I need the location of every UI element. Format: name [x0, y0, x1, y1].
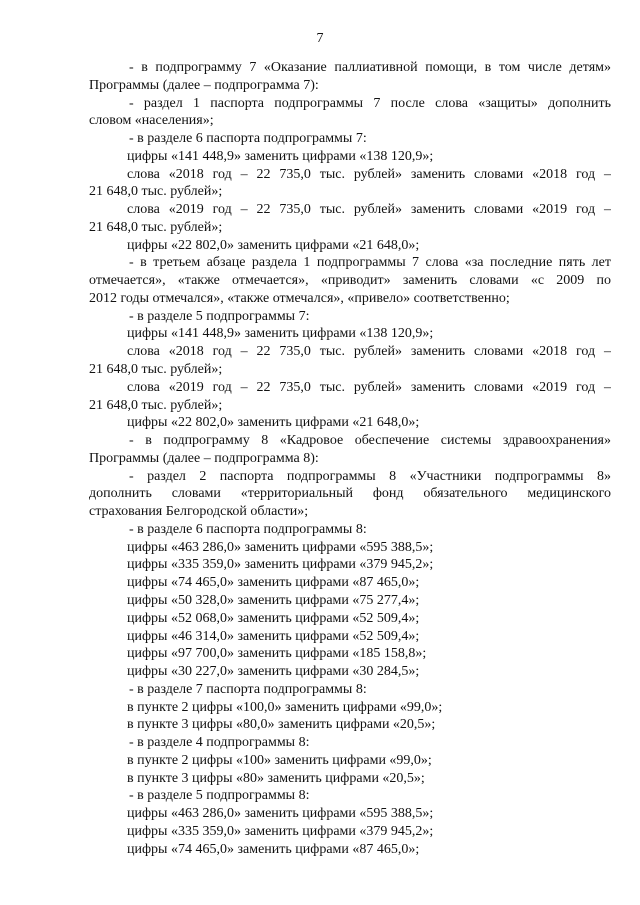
text-line: в пункте 3 цифры «80» заменить цифрами «20,5»;: [127, 770, 425, 786]
text-line: цифры «74 465,0» заменить цифрами «87 465,0»;: [127, 575, 420, 591]
text-line: Программы (далее – подпрограмма 7):: [89, 77, 319, 93]
text-line: цифры «74 465,0» заменить цифрами «87 465,0»;: [127, 841, 420, 857]
text-line: цифры «463 286,0» заменить цифрами «595 388,5»;: [127, 539, 434, 555]
text-line: цифры «22 802,0» заменить цифрами «21 648,0»;: [127, 237, 420, 253]
text-line: отмечается», «также отмечается», «приводит» заменить словами «с 2009 по: [89, 273, 611, 289]
text-line: - раздел 2 паспорта подпрограммы 8 «Участники подпрограммы 8»: [129, 468, 611, 484]
text-line: 2012 годы отмечался», «также отмечался», «привело» соответственно;: [89, 290, 510, 306]
text-line: цифры «97 700,0» заменить цифрами «185 158,8»;: [127, 646, 427, 662]
text-line: слова «2018 год – 22 735,0 тыс. рублей» заменить словами «2018 год –: [127, 166, 611, 182]
text-line: цифры «141 448,9» заменить цифрами «138 120,9»;: [127, 148, 434, 164]
text-line: - в подпрограмму 7 «Оказание паллиативной помощи, в том числе детям»: [129, 60, 611, 75]
text-line: слова «2019 год – 22 735,0 тыс. рублей» заменить словами «2019 год –: [127, 379, 611, 395]
text-line: - в разделе 5 подпрограммы 8:: [129, 788, 310, 804]
text-line: - в разделе 6 паспорта подпрограммы 7:: [129, 131, 367, 147]
text-line: Программы (далее – подпрограмма 8):: [89, 450, 319, 466]
text-line: - в разделе 6 паспорта подпрограммы 8:: [129, 521, 367, 537]
text-line: в пункте 3 цифры «80,0» заменить цифрами «20,5»;: [127, 717, 436, 733]
text-line: 21 648,0 тыс. рублей»;: [89, 219, 223, 235]
text-line: цифры «335 359,0» заменить цифрами «379 945,2»;: [127, 557, 434, 573]
text-line: в пункте 2 цифры «100» заменить цифрами «99,0»;: [127, 752, 432, 768]
text-line: - в разделе 4 подпрограммы 8:: [129, 735, 310, 751]
text-line: цифры «22 802,0» заменить цифрами «21 648,0»;: [127, 415, 420, 431]
text-line: слова «2018 год – 22 735,0 тыс. рублей» заменить словами «2018 год –: [127, 344, 611, 360]
text-line: 21 648,0 тыс. рублей»;: [89, 184, 223, 200]
text-line: цифры «46 314,0» заменить цифрами «52 509,4»;: [127, 628, 420, 644]
text-line: слова «2019 год – 22 735,0 тыс. рублей» заменить словами «2019 год –: [127, 202, 611, 218]
text-line: дополнить словами «территориальный фонд обязательного медицинского: [89, 486, 611, 502]
text-line: 21 648,0 тыс. рублей»;: [89, 397, 223, 413]
text-line: страхования Белгородской области»;: [89, 504, 309, 520]
text-line: - в разделе 7 паспорта подпрограммы 8:: [129, 681, 367, 697]
text-line: - в разделе 5 подпрограммы 7:: [129, 308, 310, 324]
text-line: - раздел 1 паспорта подпрограммы 7 после слова «защиты» дополнить: [129, 95, 611, 111]
text-line: в пункте 2 цифры «100,0» заменить цифрами «99,0»;: [127, 699, 443, 715]
text-line: цифры «141 448,9» заменить цифрами «138 120,9»;: [127, 326, 434, 342]
text-line: цифры «335 359,0» заменить цифрами «379 945,2»;: [127, 823, 434, 839]
text-line: словом «населения»;: [89, 113, 214, 129]
text-line: цифры «463 286,0» заменить цифрами «595 388,5»;: [127, 806, 434, 822]
page-number: 7: [316, 31, 324, 46]
text-line: цифры «30 227,0» заменить цифрами «30 284,5»;: [127, 664, 420, 680]
text-line: цифры «50 328,0» заменить цифрами «75 277,4»;: [127, 592, 420, 608]
text-line: 21 648,0 тыс. рублей»;: [89, 362, 223, 378]
document-body: [89, 59, 611, 858]
text-line: - в подпрограмму 8 «Кадровое обеспечение системы здравоохранения»: [129, 433, 611, 449]
text-line: цифры «52 068,0» заменить цифрами «52 509,4»;: [127, 610, 420, 626]
text-line: - в третьем абзаце раздела 1 подпрограммы 7 слова «за последние пять лет: [129, 255, 611, 271]
